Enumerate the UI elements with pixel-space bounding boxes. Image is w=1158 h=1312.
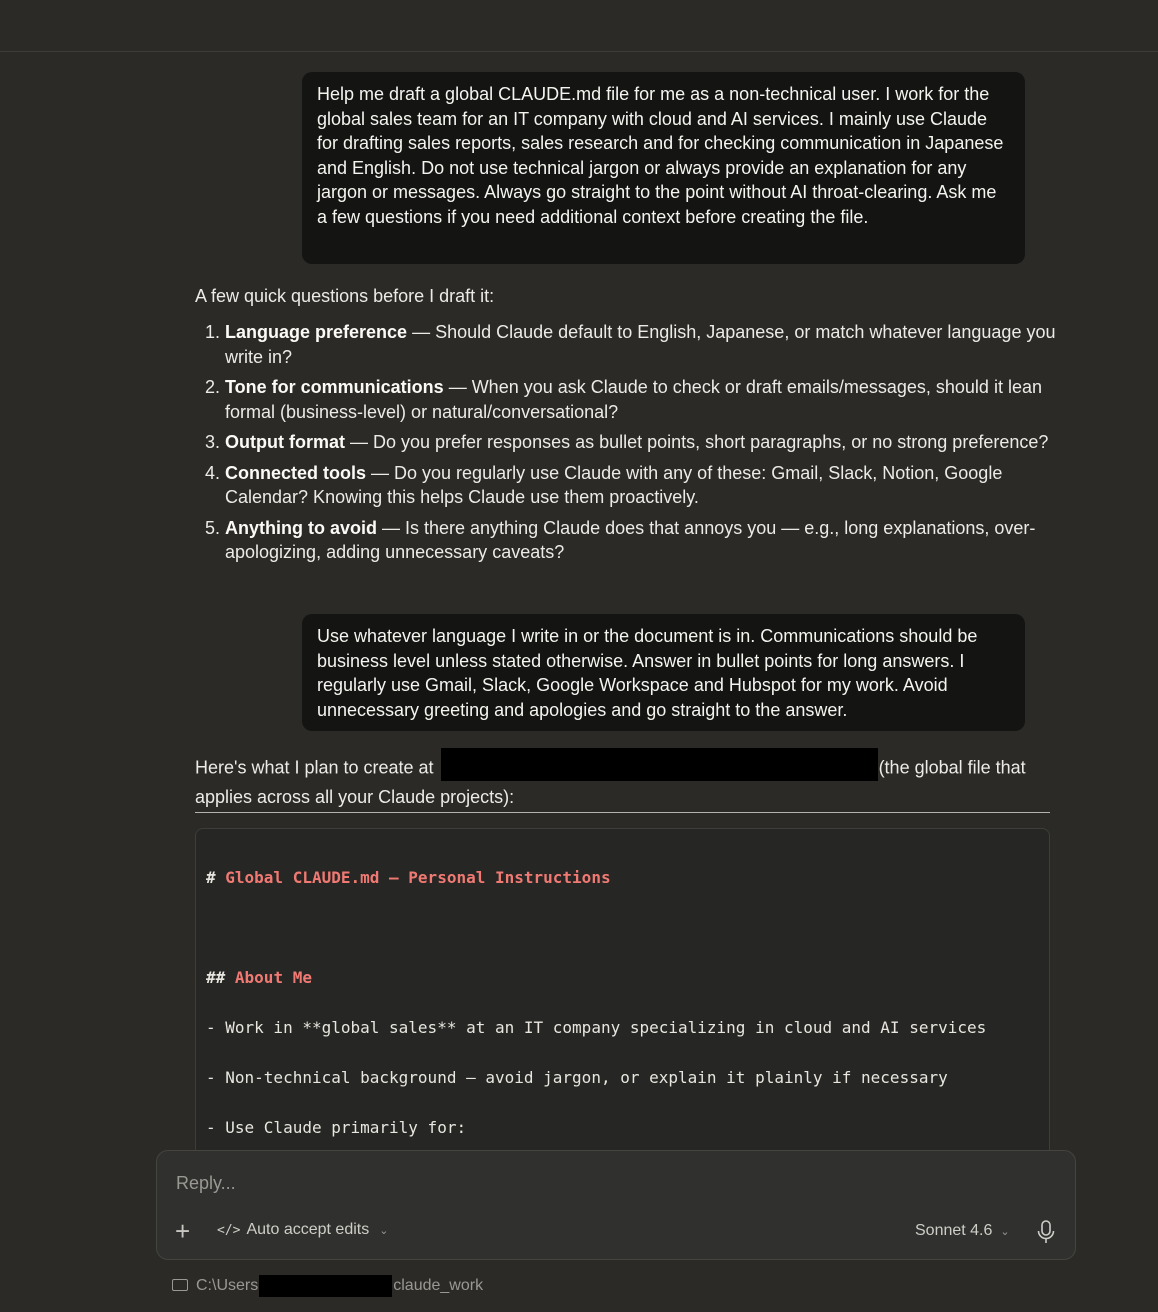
question-item: 1. Language preference — Should Claude default to English, Japanese, or match whatever language you write in? <box>225 320 1075 369</box>
question-item: 4. Connected tools — Do you regularly use Claude with any of these: Gmail, Slack, Notion, Google Calendar? Knowing this helps Claude use them proactively. <box>225 461 1075 510</box>
top-bar <box>0 0 1158 52</box>
code-h2: ## About Me <box>206 968 312 987</box>
path-suffix: claude_work <box>393 1277 484 1294</box>
code-line: - Work in **global sales** at an IT company specializing in cloud and AI services <box>206 1018 987 1037</box>
chevron-down-icon: ⌄ <box>379 1224 389 1237</box>
divider <box>195 812 1050 813</box>
add-button[interactable]: + <box>175 1216 191 1246</box>
user-message-2: Use whatever language I write in or the document is in. Communications should be business level unless stated otherwise. Answer in bullet points for long answers. I regularly use Gmail, Slack, Google Workspace and Hubspot for my work. Avoid unnecessary greeting and apologies and go straight to the answer. <box>302 614 1025 731</box>
code-block[interactable] <box>195 828 1050 1158</box>
microphone-icon[interactable] <box>1035 1219 1057 1245</box>
reply-composer <box>156 1150 1076 1260</box>
working-directory[interactable] <box>172 1275 483 1297</box>
question-item: 3. Output format — Do you prefer responses as bullet points, short paragraphs, or no strong preference? <box>225 430 1075 455</box>
auto-accept-edits-toggle[interactable] <box>217 1221 388 1239</box>
path-prefix: C:\Users <box>196 1277 259 1294</box>
user-message-1: Help me draft a global CLAUDE.md file for me as a non-technical user. I work for the global sales team for an IT company with cloud and AI services. I mainly use Claude for drafting sales reports, sales research and for checking communication in Japanese and English. Do not use technical jargon or always provide an explanation for any jargon or messages. Always go straight to the point without AI throat-clearing. Ask me a few questions if you need additional context before creating the file. <box>302 72 1025 264</box>
model-selector[interactable] <box>915 1222 1010 1240</box>
reply-input[interactable] <box>174 1168 1038 1198</box>
model-label: Sonnet 4.6 <box>915 1222 993 1239</box>
auto-accept-label: Auto accept edits <box>246 1221 370 1238</box>
question-item: 5. Anything to avoid — Is there anything Claude does that annoys you — e.g., long explanations, over-apologizing, adding unnecessary caveats? <box>225 516 1075 565</box>
redacted-username <box>259 1275 392 1297</box>
chevron-down-icon: ⌄ <box>1000 1225 1010 1238</box>
code-line: - Non-technical background — avoid jargon, or explain it plainly if necessary <box>206 1068 948 1087</box>
redacted-path <box>441 748 878 781</box>
monitor-icon <box>172 1279 188 1291</box>
questions-list <box>196 320 1075 571</box>
code-h1: # Global CLAUDE.md — Personal Instructions <box>206 868 611 887</box>
code-line: - Use Claude primarily for: <box>206 1118 467 1137</box>
code-icon: </> <box>217 1222 241 1238</box>
question-item: 2. Tone for communications — When you ask Claude to check or draft emails/messages, should it lean formal (business-level) or natural/conversational? <box>225 375 1075 424</box>
plan-text: Here's what I plan to create at (the global file that applies across all your Claude projects): <box>195 752 1045 810</box>
assistant-intro: A few quick questions before I draft it: <box>195 286 495 306</box>
